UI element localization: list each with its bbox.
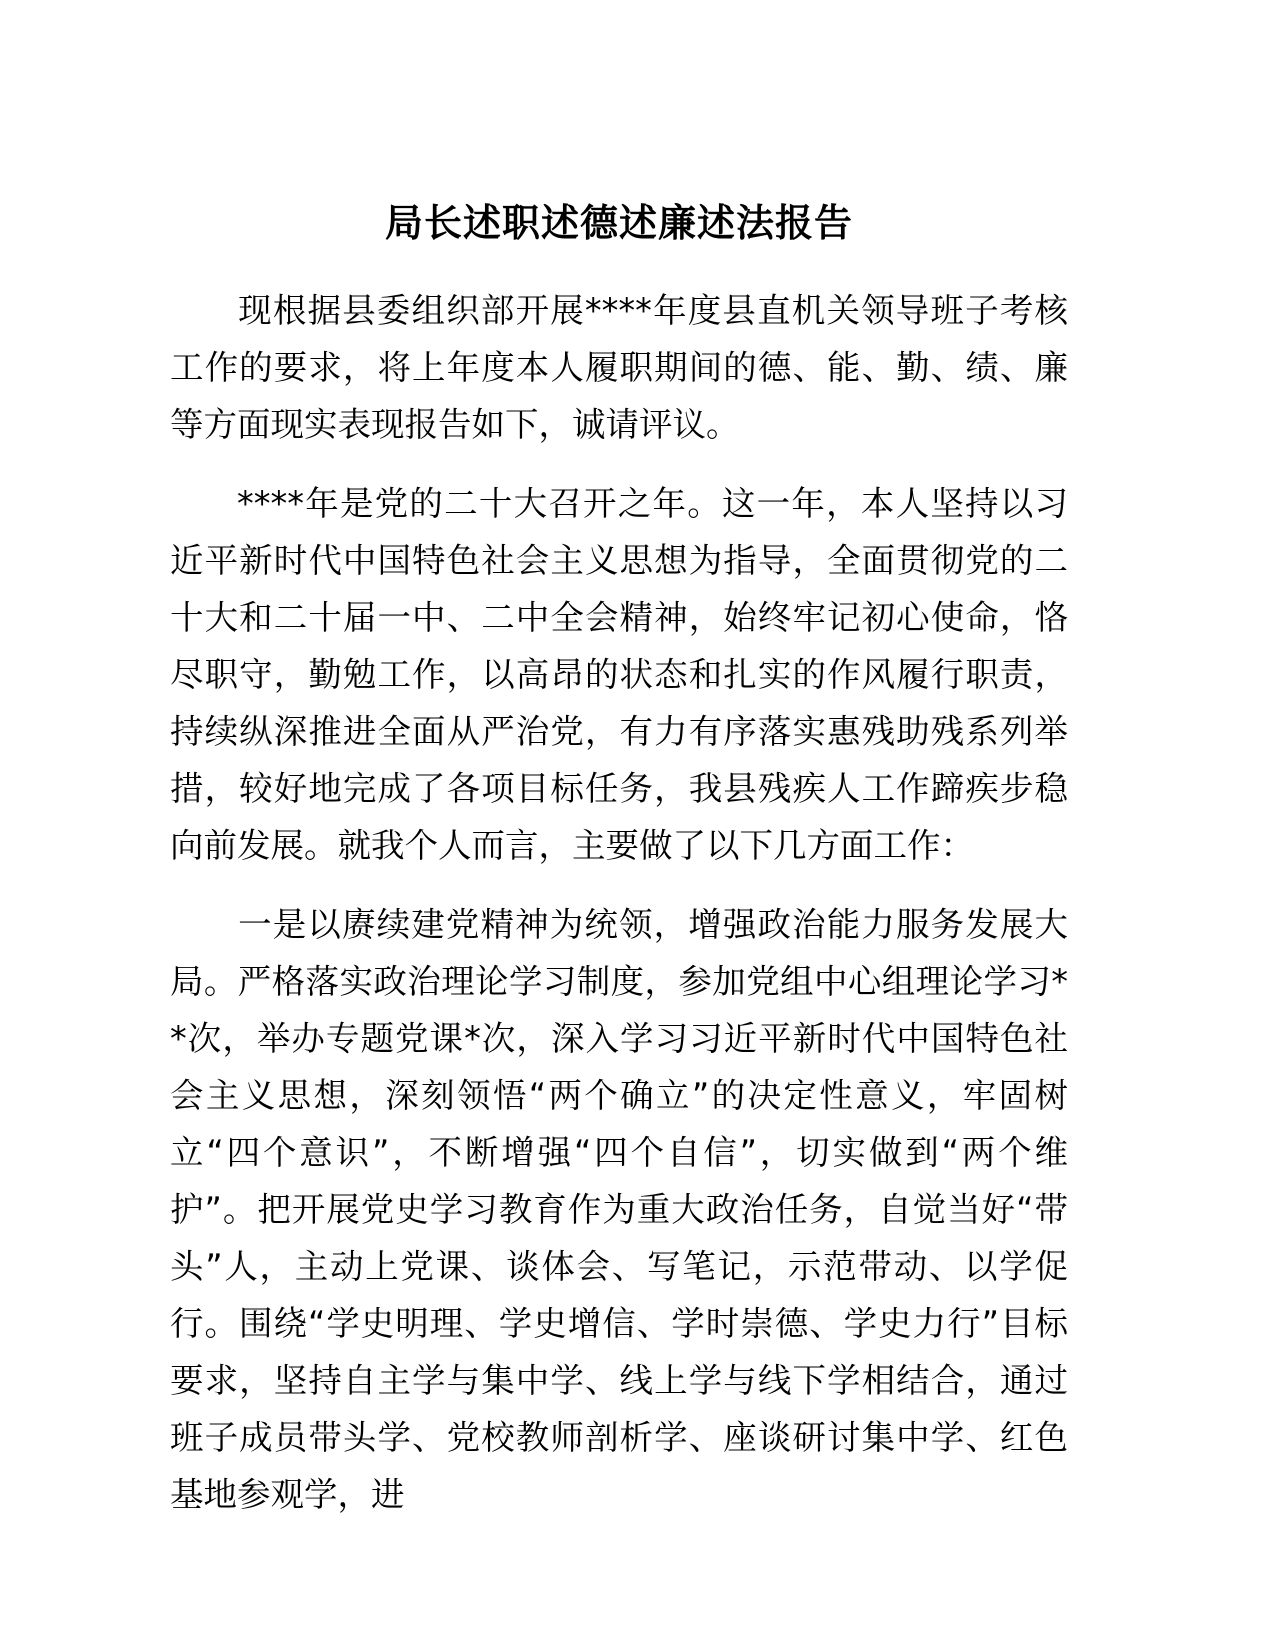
document-body (170, 0, 1068, 1523)
paragraph-1: 现根据县委组织部开展****年度县直机关领导班子考核工作的要求，将上年度本人履职期间的德、能、勤、绩、廉等方面现实表现报告如下，诚请评议。 (170, 290, 1068, 444)
paragraph-2: ****年是党的二十大召开之年。这一年，本人坚持以习近平新时代中国特色社会主义思想为指导，全面贯彻党的二十大和二十届一中、二中全会精神，始终牢记初心使命，恪尽职守，勤勉工作，以高昂的状态和扎实的作风履行职责，持续纵深推进全面从严治党，有力有序落实惠残助残系列举措，较好地完成了各项目标任务，我县残疾人工作蹄疾步稳向前发展。就我个人而言，主要做了以下几方面工作： (170, 483, 1068, 865)
page-title: 局长述职述德述廉述法报告 (384, 201, 853, 245)
paragraph-3: 一是以赓续建党精神为统领，增强政治能力服务发展大局。严格落实政治理论学习制度，参加党组中心组理论学习**次，举办专题党课*次，深入学习习近平新时代中国特色社会主义思想，深刻领悟“两个确立”的决定性意义，牢固树立“四个意识”，不断增强“四个自信”，切实做到“两个维护”。把开展党史学习教育作为重大政治任务，自觉当好“带头”人，主动上党课、谈体会、写笔记，示范带动、以学促行。围绕“学史明理、学史增信、学时崇德、学史力行”目标要求，坚持自主学与集中学、线上学与线下学相结合，通过班子成员带头学、党校教师剖析学、座谈研讨集中学、红色基地参观学，进 (170, 904, 1068, 1514)
